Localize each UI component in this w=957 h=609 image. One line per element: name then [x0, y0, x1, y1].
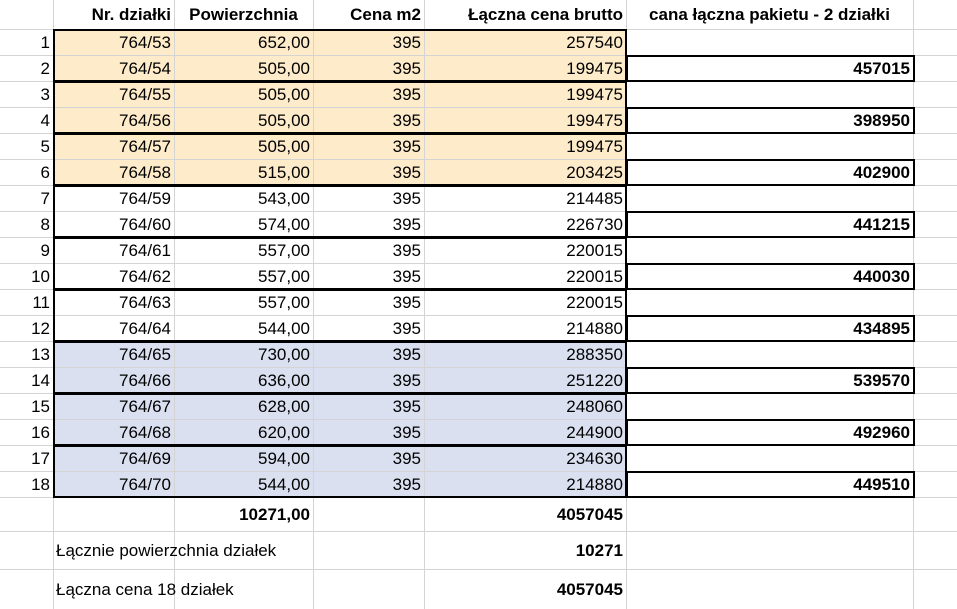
cell-package-price[interactable]: 440030: [853, 266, 910, 286]
cell-powierzchnia[interactable]: 544,00: [258, 474, 310, 494]
row-number[interactable]: 18: [31, 474, 50, 494]
row-number[interactable]: 13: [31, 344, 50, 364]
cell-powierzchnia[interactable]: 730,00: [258, 344, 310, 364]
cell-package-price[interactable]: 457015: [853, 58, 910, 78]
cell-laczna-cena[interactable]: 199475: [566, 110, 623, 130]
cell-nr-dzialki[interactable]: 764/59: [119, 188, 171, 208]
cell-laczna-cena[interactable]: 214485: [566, 188, 623, 208]
header-pakiet[interactable]: cana łączna pakietu - 2 działki: [649, 5, 890, 24]
cell-laczna-cena[interactable]: 199475: [566, 136, 623, 156]
cell-laczna-cena[interactable]: 226730: [566, 214, 623, 234]
cell-powierzchnia[interactable]: 544,00: [258, 318, 310, 338]
row-number[interactable]: 2: [40, 58, 50, 78]
summary-value[interactable]: 10271: [575, 540, 623, 560]
row-number[interactable]: 15: [31, 396, 50, 416]
cell-powierzchnia[interactable]: 505,00: [258, 110, 310, 130]
cell-laczna-cena[interactable]: 203425: [566, 162, 623, 182]
header-powierzchnia[interactable]: Powierzchnia: [189, 5, 298, 24]
row-number[interactable]: 3: [40, 84, 50, 104]
cell-cena-m2[interactable]: 395: [392, 188, 421, 208]
pair-box-border: [53, 185, 627, 238]
cell-cena-m2[interactable]: 395: [392, 240, 421, 260]
cell-powierzchnia[interactable]: 620,00: [258, 422, 310, 442]
pair-box-border: [53, 81, 627, 134]
package-box-border: [626, 55, 915, 82]
pair-box-border: [53, 445, 627, 498]
cell-package-price[interactable]: 441215: [853, 214, 910, 234]
row-number[interactable]: 8: [40, 214, 50, 234]
cell-nr-dzialki[interactable]: 764/57: [119, 136, 171, 156]
package-box-border: [626, 159, 915, 186]
cell-package-price[interactable]: 402900: [853, 162, 910, 182]
cell-cena-m2[interactable]: 395: [392, 344, 421, 364]
cell-nr-dzialki[interactable]: 764/60: [119, 214, 171, 234]
cell-powierzchnia[interactable]: 652,00: [258, 32, 310, 52]
pair-box-border: [53, 393, 627, 446]
package-box-border: [626, 263, 915, 290]
cell-nr-dzialki[interactable]: 764/53: [119, 32, 171, 52]
cell-package-price[interactable]: 449510: [853, 474, 910, 494]
pair-box-border: [53, 237, 627, 290]
cell-nr-dzialki[interactable]: 764/67: [119, 396, 171, 416]
cell-powierzchnia[interactable]: 594,00: [258, 448, 310, 468]
cell-cena-m2[interactable]: 395: [392, 266, 421, 286]
cell-laczna-cena[interactable]: 288350: [566, 344, 623, 364]
cell-nr-dzialki[interactable]: 764/56: [119, 110, 171, 130]
row-number[interactable]: 6: [40, 162, 50, 182]
total-price-cell[interactable]: 4057045: [556, 504, 623, 524]
cell-cena-m2[interactable]: 395: [392, 214, 421, 234]
column-border: [174, 29, 175, 497]
header-nr-dzialki[interactable]: Nr. działki: [91, 5, 171, 24]
cell-package-price[interactable]: 539570: [853, 370, 910, 390]
pair-box-border: [53, 29, 627, 82]
cell-powierzchnia[interactable]: 505,00: [258, 58, 310, 78]
cell-powierzchnia[interactable]: 515,00: [258, 162, 310, 182]
pair-box-border: [53, 133, 627, 186]
cell-cena-m2[interactable]: 395: [392, 448, 421, 468]
cell-cena-m2[interactable]: 395: [392, 318, 421, 338]
cell-cena-m2[interactable]: 395: [392, 136, 421, 156]
cell-nr-dzialki[interactable]: 764/55: [119, 84, 171, 104]
row-number[interactable]: 11: [32, 292, 50, 312]
row-number[interactable]: 14: [31, 370, 50, 390]
cell-cena-m2[interactable]: 395: [392, 58, 421, 78]
cell-package-price[interactable]: 492960: [853, 422, 910, 442]
pair-box-border: [53, 341, 627, 394]
cell-laczna-cena[interactable]: 220015: [566, 266, 623, 286]
cell-nr-dzialki[interactable]: 764/61: [119, 240, 171, 260]
column-border: [313, 29, 314, 497]
cell-package-price[interactable]: 434895: [853, 318, 910, 338]
header-laczna-cena[interactable]: Łączna cena brutto: [468, 5, 623, 24]
cell-nr-dzialki[interactable]: 764/62: [119, 266, 171, 286]
cell-laczna-cena[interactable]: 199475: [566, 84, 623, 104]
row-number[interactable]: 16: [31, 422, 50, 442]
cell-powierzchnia[interactable]: 505,00: [258, 136, 310, 156]
package-box-border: [626, 315, 915, 342]
row-number[interactable]: 10: [31, 266, 50, 286]
row-number[interactable]: 1: [40, 32, 50, 52]
cell-laczna-cena[interactable]: 220015: [566, 240, 623, 260]
row-number[interactable]: 4: [40, 110, 50, 130]
cell-powierzchnia[interactable]: 557,00: [258, 292, 310, 312]
cell-cena-m2[interactable]: 395: [392, 396, 421, 416]
package-box-border: [626, 211, 915, 238]
cell-laczna-cena[interactable]: 248060: [566, 396, 623, 416]
cell-package-price[interactable]: 398950: [853, 110, 910, 130]
cell-laczna-cena[interactable]: 214880: [566, 474, 623, 494]
cell-laczna-cena[interactable]: 214880: [566, 318, 623, 338]
cell-cena-m2[interactable]: 395: [392, 32, 421, 52]
row-number[interactable]: 7: [40, 188, 50, 208]
cell-powierzchnia[interactable]: 543,00: [258, 188, 310, 208]
grid-column-line: [913, 0, 914, 609]
summary-label[interactable]: Łączna cena 18 działek: [56, 579, 234, 599]
pair-box-border: [53, 289, 627, 342]
cell-nr-dzialki[interactable]: 764/69: [119, 448, 171, 468]
row-number[interactable]: 12: [31, 318, 50, 338]
cell-nr-dzialki[interactable]: 764/65: [119, 344, 171, 364]
cell-nr-dzialki[interactable]: 764/66: [119, 370, 171, 390]
row-number[interactable]: 5: [40, 136, 50, 156]
package-box-border: [626, 471, 915, 498]
package-box-border: [626, 419, 915, 446]
cell-powierzchnia[interactable]: 557,00: [258, 266, 310, 286]
cell-cena-m2[interactable]: 395: [392, 474, 421, 494]
row-number[interactable]: 9: [40, 240, 50, 260]
cell-cena-m2[interactable]: 395: [392, 370, 421, 390]
cell-cena-m2[interactable]: 395: [392, 84, 421, 104]
summary-value[interactable]: 4057045: [556, 579, 623, 599]
cell-cena-m2[interactable]: 395: [392, 422, 421, 442]
cell-laczna-cena[interactable]: 244900: [566, 422, 623, 442]
cell-powierzchnia[interactable]: 505,00: [258, 84, 310, 104]
cell-cena-m2[interactable]: 395: [392, 162, 421, 182]
row-number[interactable]: 17: [31, 448, 50, 468]
cell-nr-dzialki[interactable]: 764/68: [119, 422, 171, 442]
cell-nr-dzialki[interactable]: 764/54: [119, 58, 171, 78]
package-box-border: [626, 367, 915, 394]
cell-powierzchnia[interactable]: 636,00: [258, 370, 310, 390]
total-area-cell[interactable]: 10271,00: [239, 504, 310, 524]
cell-laczna-cena[interactable]: 234630: [566, 448, 623, 468]
package-box-border: [626, 107, 915, 134]
header-cena-m2[interactable]: Cena m2: [350, 5, 421, 24]
cell-laczna-cena[interactable]: 220015: [566, 292, 623, 312]
cell-cena-m2[interactable]: 395: [392, 292, 421, 312]
cell-cena-m2[interactable]: 395: [392, 110, 421, 130]
cell-laczna-cena[interactable]: 257540: [566, 32, 623, 52]
cell-nr-dzialki[interactable]: 764/70: [119, 474, 171, 494]
cell-nr-dzialki[interactable]: 764/64: [119, 318, 171, 338]
cell-laczna-cena[interactable]: 251220: [566, 370, 623, 390]
cell-powierzchnia[interactable]: 628,00: [258, 396, 310, 416]
column-border: [424, 29, 425, 497]
cell-nr-dzialki[interactable]: 764/63: [119, 292, 171, 312]
summary-label[interactable]: Łącznie powierzchnia działek: [56, 540, 277, 560]
cell-powierzchnia[interactable]: 557,00: [258, 240, 310, 260]
cell-powierzchnia[interactable]: 574,00: [258, 214, 310, 234]
cell-laczna-cena[interactable]: 199475: [566, 58, 623, 78]
cell-nr-dzialki[interactable]: 764/58: [119, 162, 171, 182]
